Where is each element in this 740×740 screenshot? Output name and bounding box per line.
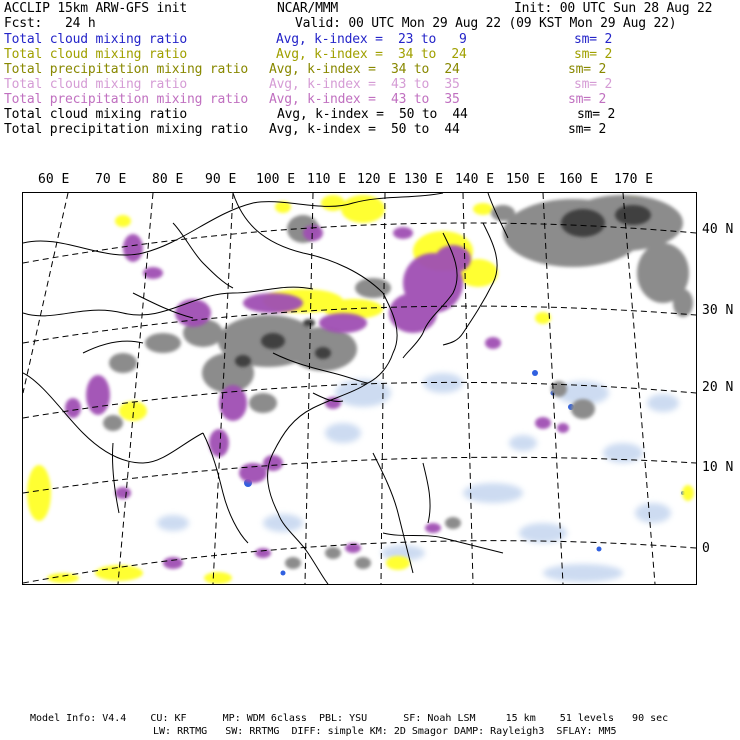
longitude-label: 170 E <box>614 172 654 187</box>
longitude-label: 130 E <box>404 172 444 187</box>
blue-cloud-cores <box>244 370 685 576</box>
layer-name: Total precipitation mixing ratio <box>4 62 249 77</box>
init-time: Init: 00 UTC Sun 28 Aug 22 <box>514 1 713 16</box>
layer-kindex: Avg, k-index = 34 to 24 <box>269 62 460 77</box>
longitude-label: 140 E <box>455 172 495 187</box>
longitude-label: 100 E <box>256 172 296 187</box>
latitude-label: 0 <box>702 541 710 556</box>
layer-smoothing: sm= 2 <box>574 77 613 92</box>
layer-name: Total cloud mixing ratio <box>4 32 188 47</box>
layer-kindex: Avg, k-index = 50 to 44 <box>269 122 460 137</box>
layer-kindex: Avg, k-index = 50 to 44 <box>277 107 468 122</box>
valid-time: Valid: 00 UTC Mon 29 Aug 22 (09 KST Mon 29 Aug 22) <box>295 16 677 31</box>
forecast-hour: Fcst: 24 h <box>4 16 96 31</box>
layer-smoothing: sm= 2 <box>568 62 607 77</box>
longitude-label: 70 E <box>95 172 127 187</box>
layer-kindex: Avg, k-index = 43 to 35 <box>269 92 460 107</box>
latitude-label: 40 N <box>702 222 734 237</box>
organization-label: NCAR/MMM <box>277 1 339 16</box>
longitude-label: 80 E <box>152 172 184 187</box>
map-canvas <box>23 193 696 584</box>
layer-name: Total cloud mixing ratio <box>4 107 188 122</box>
model-title: ACCLIP 15km ARW-GFS init <box>4 1 188 16</box>
layer-smoothing: sm= 2 <box>577 107 616 122</box>
layer-smoothing: sm= 2 <box>568 122 607 137</box>
layer-kindex: Avg, k-index = 23 to 9 <box>276 32 467 47</box>
layer-name: Total precipitation mixing ratio <box>4 92 249 107</box>
longitude-label: 120 E <box>357 172 397 187</box>
forecast-map <box>22 192 697 585</box>
latitude-label: 10 N <box>702 460 734 475</box>
longitude-label: 90 E <box>205 172 237 187</box>
latitude-label: 20 N <box>702 380 734 395</box>
longitude-label: 160 E <box>559 172 599 187</box>
layer-kindex: Avg, k-index = 34 to 24 <box>276 47 467 62</box>
layer-smoothing: sm= 2 <box>574 32 613 47</box>
layer-smoothing: sm= 2 <box>568 92 607 107</box>
model-info-line-1: Model Info: V4.4 CU: KF MP: WDM 6class PBL: YSU SF: Noah LSM 15 km 51 levels 90 sec <box>30 713 669 724</box>
longitude-label: 150 E <box>506 172 546 187</box>
layer-name: Total precipitation mixing ratio <box>4 122 249 137</box>
latitude-label: 30 N <box>702 303 734 318</box>
longitude-label: 110 E <box>307 172 347 187</box>
layer-name: Total cloud mixing ratio <box>4 77 188 92</box>
layer-smoothing: sm= 2 <box>574 47 613 62</box>
layer-name: Total cloud mixing ratio <box>4 47 188 62</box>
layer-kindex: Avg, k-index = 43 to 35 <box>269 77 460 92</box>
longitude-label: 60 E <box>38 172 70 187</box>
model-info-line-2: LW: RRTMG SW: RRTMG DIFF: simple KM: 2D Smagor DAMP: Rayleigh3 SFLAY: MM5 <box>153 726 617 737</box>
